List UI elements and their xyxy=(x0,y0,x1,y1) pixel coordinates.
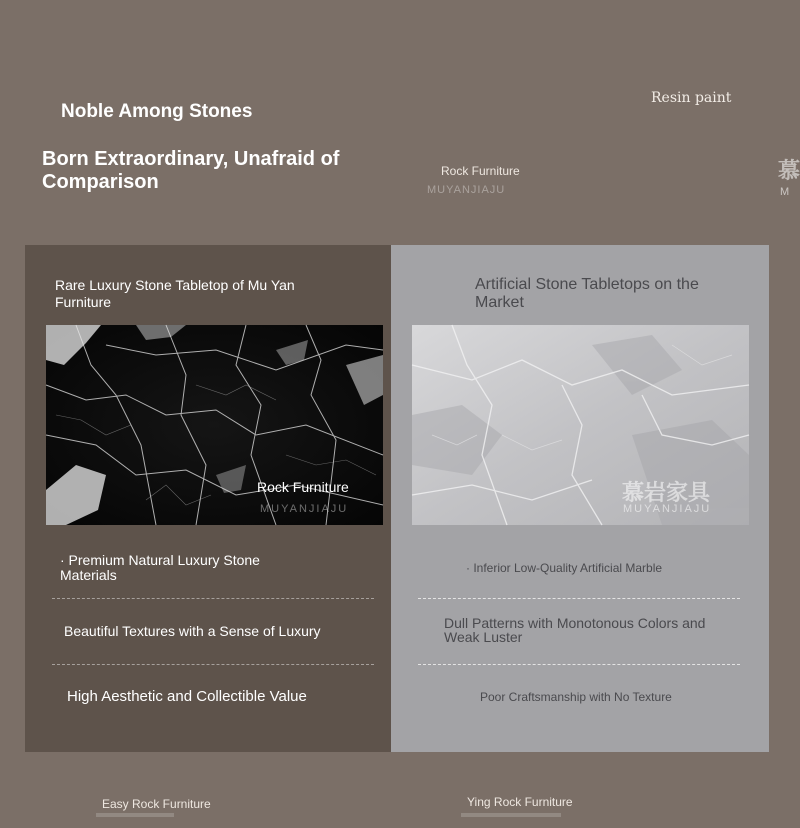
divider xyxy=(52,664,374,665)
natural-feature-2: Beautiful Textures with a Sense of Luxury xyxy=(64,623,321,639)
artificial-feature-3: Poor Craftsmanship with No Texture xyxy=(480,690,672,704)
natural-stone-title: Rare Luxury Stone Tabletop of Mu Yan Furniture xyxy=(55,277,295,310)
natural-feature-3: High Aesthetic and Collectible Value xyxy=(67,688,307,705)
artificial-feature-2: Dull Patterns with Monotonous Colors and Weak Luster xyxy=(444,615,706,645)
artificial-feature-1: · Inferior Low-Quality Artificial Marble xyxy=(466,561,663,575)
headline: Noble Among Stones xyxy=(61,101,253,122)
natural-feature-1: · Premium Natural Luxury Stone Materials xyxy=(60,552,260,583)
image-watermark-right: MUYANJIAJU xyxy=(623,503,712,515)
header-watermark: MUYANJIAJU xyxy=(427,184,506,196)
footer-right-label: Ying Rock Furniture xyxy=(467,795,573,809)
image-watermark: MUYANJIAJU xyxy=(260,503,349,515)
resin-paint-label: Resin paint xyxy=(651,90,732,106)
footer-left-bar xyxy=(96,813,174,817)
artificial-stone-title: Artificial Stone Tabletops on the Market xyxy=(475,276,699,311)
footer-right-bar xyxy=(461,813,561,817)
edge-logo-icon: 慕 xyxy=(778,158,800,183)
edge-letter-icon: M xyxy=(780,186,790,198)
footer-left-label: Easy Rock Furniture xyxy=(102,797,211,811)
divider xyxy=(418,664,740,665)
subheadline: Born Extraordinary, Unafraid of Comparison xyxy=(42,148,340,193)
divider xyxy=(418,598,740,599)
rock-furniture-label: Rock Furniture xyxy=(441,164,520,178)
image-brand-logo: 慕岩家具 xyxy=(622,480,711,505)
image-rock-furniture-label: Rock Furniture xyxy=(257,479,349,495)
divider xyxy=(52,598,374,599)
natural-marble-image xyxy=(46,325,383,525)
